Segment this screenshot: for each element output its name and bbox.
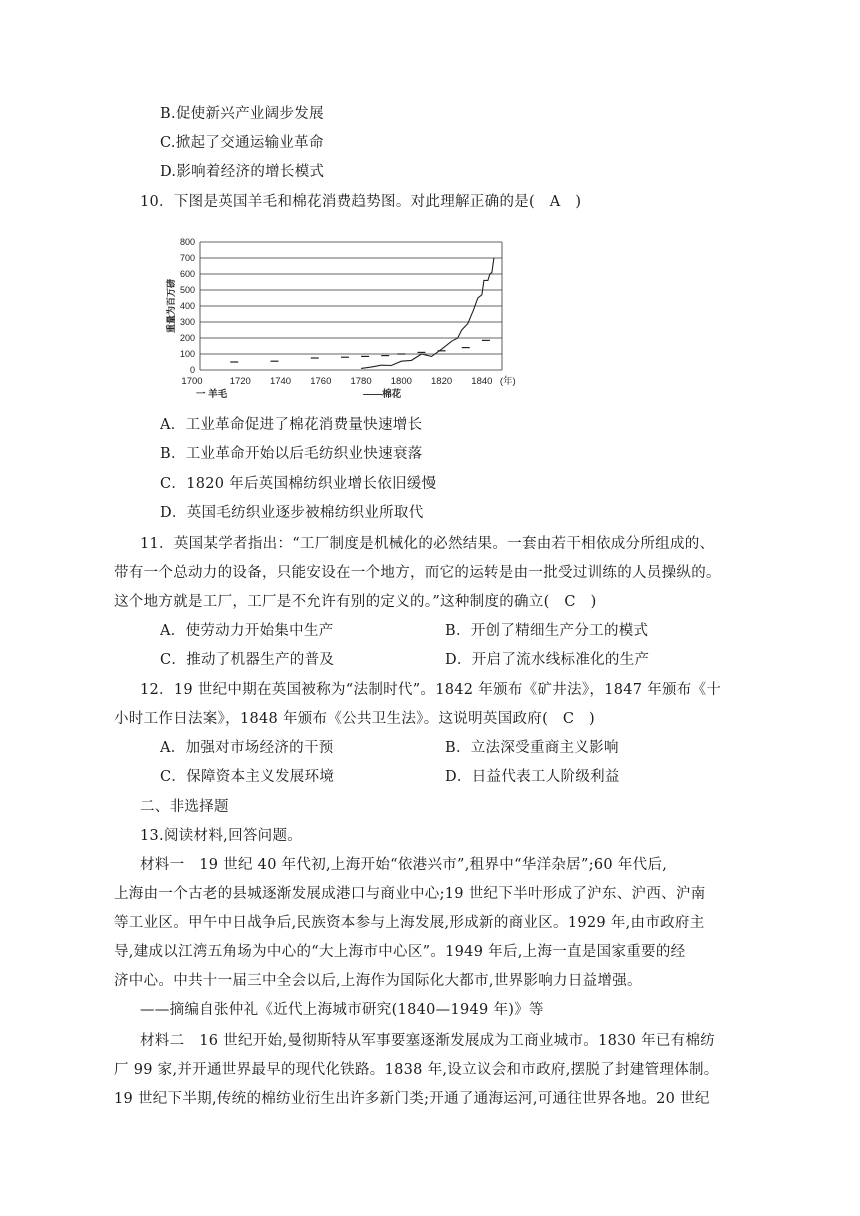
material2-line-2: 厂 99 家,并开通世界最早的现代化铁路。1838 年,设立议会和市政府,摆脱了封建管理体制。 [114, 1062, 719, 1078]
legend-cotton: ——棉花 [363, 389, 402, 400]
y-tick-label: 700 [179, 253, 195, 263]
y-tick-label: 0 [189, 365, 195, 375]
section-heading: 二、非选择题 [140, 799, 229, 815]
x-tick-label: 1840 [471, 376, 493, 387]
q10-option-b: B．工业革命开始以后毛纺织业快速衰落 [160, 446, 423, 462]
q10-option-c: C．1820 年后英国棉纺织业增长依旧缓慢 [160, 476, 437, 492]
q11-option-a: A．使劳动力开始集中生产 [160, 623, 334, 639]
q10-option-d: D．英国毛纺织业逐步被棉纺织业所取代 [160, 505, 424, 521]
material2-line-3: 19 世纪下半期,传统的棉纺业衍生出许多新门类;开通了通海运河,可通往世界各地。20 世纪 [114, 1091, 710, 1107]
q10-stem: 10．下图是英国羊毛和棉花消费趋势图。对此理解正确的是( A ) [140, 194, 582, 210]
q11-option-d: D．开启了流水线标准化的生产 [445, 652, 650, 668]
q11-line-3: 这个地方就是工厂，工厂是不允许有别的定义的。”这种制度的确立( C ) [114, 594, 597, 610]
material1-line-2: 上海由一个古老的县城逐渐发展成港口与商业中心;19 世纪下半叶形成了沪东、沪西、沪南 [114, 886, 706, 902]
x-tick-label: 1800 [390, 376, 412, 387]
q11-line-1: 11．英国某学者指出：“工厂制度是机械化的必然结果。一套由若干相依成分所组成的、 [140, 536, 715, 552]
material2-line-1: 材料二 16 世纪开始,曼彻斯特从军事要塞逐渐发展成为工商业城市。1830 年已有棉纺 [140, 1033, 716, 1049]
material1-line-1: 材料一 19 世纪 40 年代初,上海开始“依港兴市”,租界中“华洋杂居”;60 年代后, [140, 857, 668, 873]
q11-line-2: 带有一个总动力的设备，只能安设在一个地方，而它的运转是由一批受过训练的人员操纵的。 [114, 565, 721, 581]
y-tick-label: 500 [179, 285, 195, 295]
x-tick-label: 1820 [431, 376, 453, 387]
q11-option-c: C．推动了机器生产的普及 [160, 652, 335, 668]
cotton-series-line [361, 258, 494, 368]
material1-line-4: 导,建成以江湾五角场为中心的“大上海市中心区”。1949 年后,上海一直是国家重要的经 [114, 944, 686, 960]
q12-option-a: A．加强对市场经济的干预 [160, 740, 334, 756]
material1-line-3: 等工业区。甲午中日战争后,民族资本参与上海发展,形成新的商业区。1929 年,由市政府主 [114, 915, 705, 931]
y-tick-label: 200 [179, 333, 195, 343]
y-tick-label: 800 [179, 237, 195, 247]
x-tick-label: 1700 [181, 376, 203, 387]
material1-line-5: 济中心。中共十一届三中全会以后,上海作为国际化大都市,世界影响力日益增强。 [114, 973, 642, 989]
q12-option-c: C．保障资本主义发展环境 [160, 769, 335, 785]
q13-stem: 13.阅读材料,回答问题。 [140, 828, 303, 844]
q11-option-b: B．开创了精细生产分工的模式 [445, 623, 649, 639]
option-d-prev: D.影响着经济的增长模式 [160, 164, 325, 180]
legend-wool: 一 羊毛 [196, 389, 228, 400]
y-axis-label: 重量为百万磅 [166, 278, 176, 334]
x-tick-label: 1760 [310, 376, 332, 387]
x-tick-label: 1740 [269, 376, 292, 387]
x-tick-label: 1780 [350, 376, 372, 387]
y-tick-label: 400 [179, 301, 195, 311]
q10-option-a: A．工业革命促进了棉花消费量快速增长 [160, 417, 423, 433]
y-tick-label: 300 [179, 317, 195, 327]
x-tick-label: 1720 [229, 376, 251, 387]
y-tick-label: 600 [179, 269, 195, 279]
q12-line-2: 小时工作日法案》，1848 年颁布《公共卫生法》。这说明英国政府( C ) [114, 711, 596, 727]
option-c-prev: C.掀起了交通运输业革命 [160, 135, 324, 151]
material1-source: ——摘编自张仲礼《近代上海城市研究(1840—1949 年)》等 [140, 1002, 544, 1018]
q12-option-d: D．日益代表工人阶级利益 [445, 769, 620, 785]
q12-line-1: 12．19 世纪中期在英国被称为“法制时代”。1842 年颁布《矿井法》，1847 年颁布《十 [140, 682, 722, 698]
q12-option-b: B．立法深受重商主义影响 [445, 740, 619, 756]
option-b-prev: B.促使新兴产业阔步发展 [160, 106, 324, 122]
wool-cotton-chart [160, 222, 520, 402]
y-tick-label: 100 [179, 349, 195, 359]
x-axis-label: (年) [499, 376, 516, 387]
